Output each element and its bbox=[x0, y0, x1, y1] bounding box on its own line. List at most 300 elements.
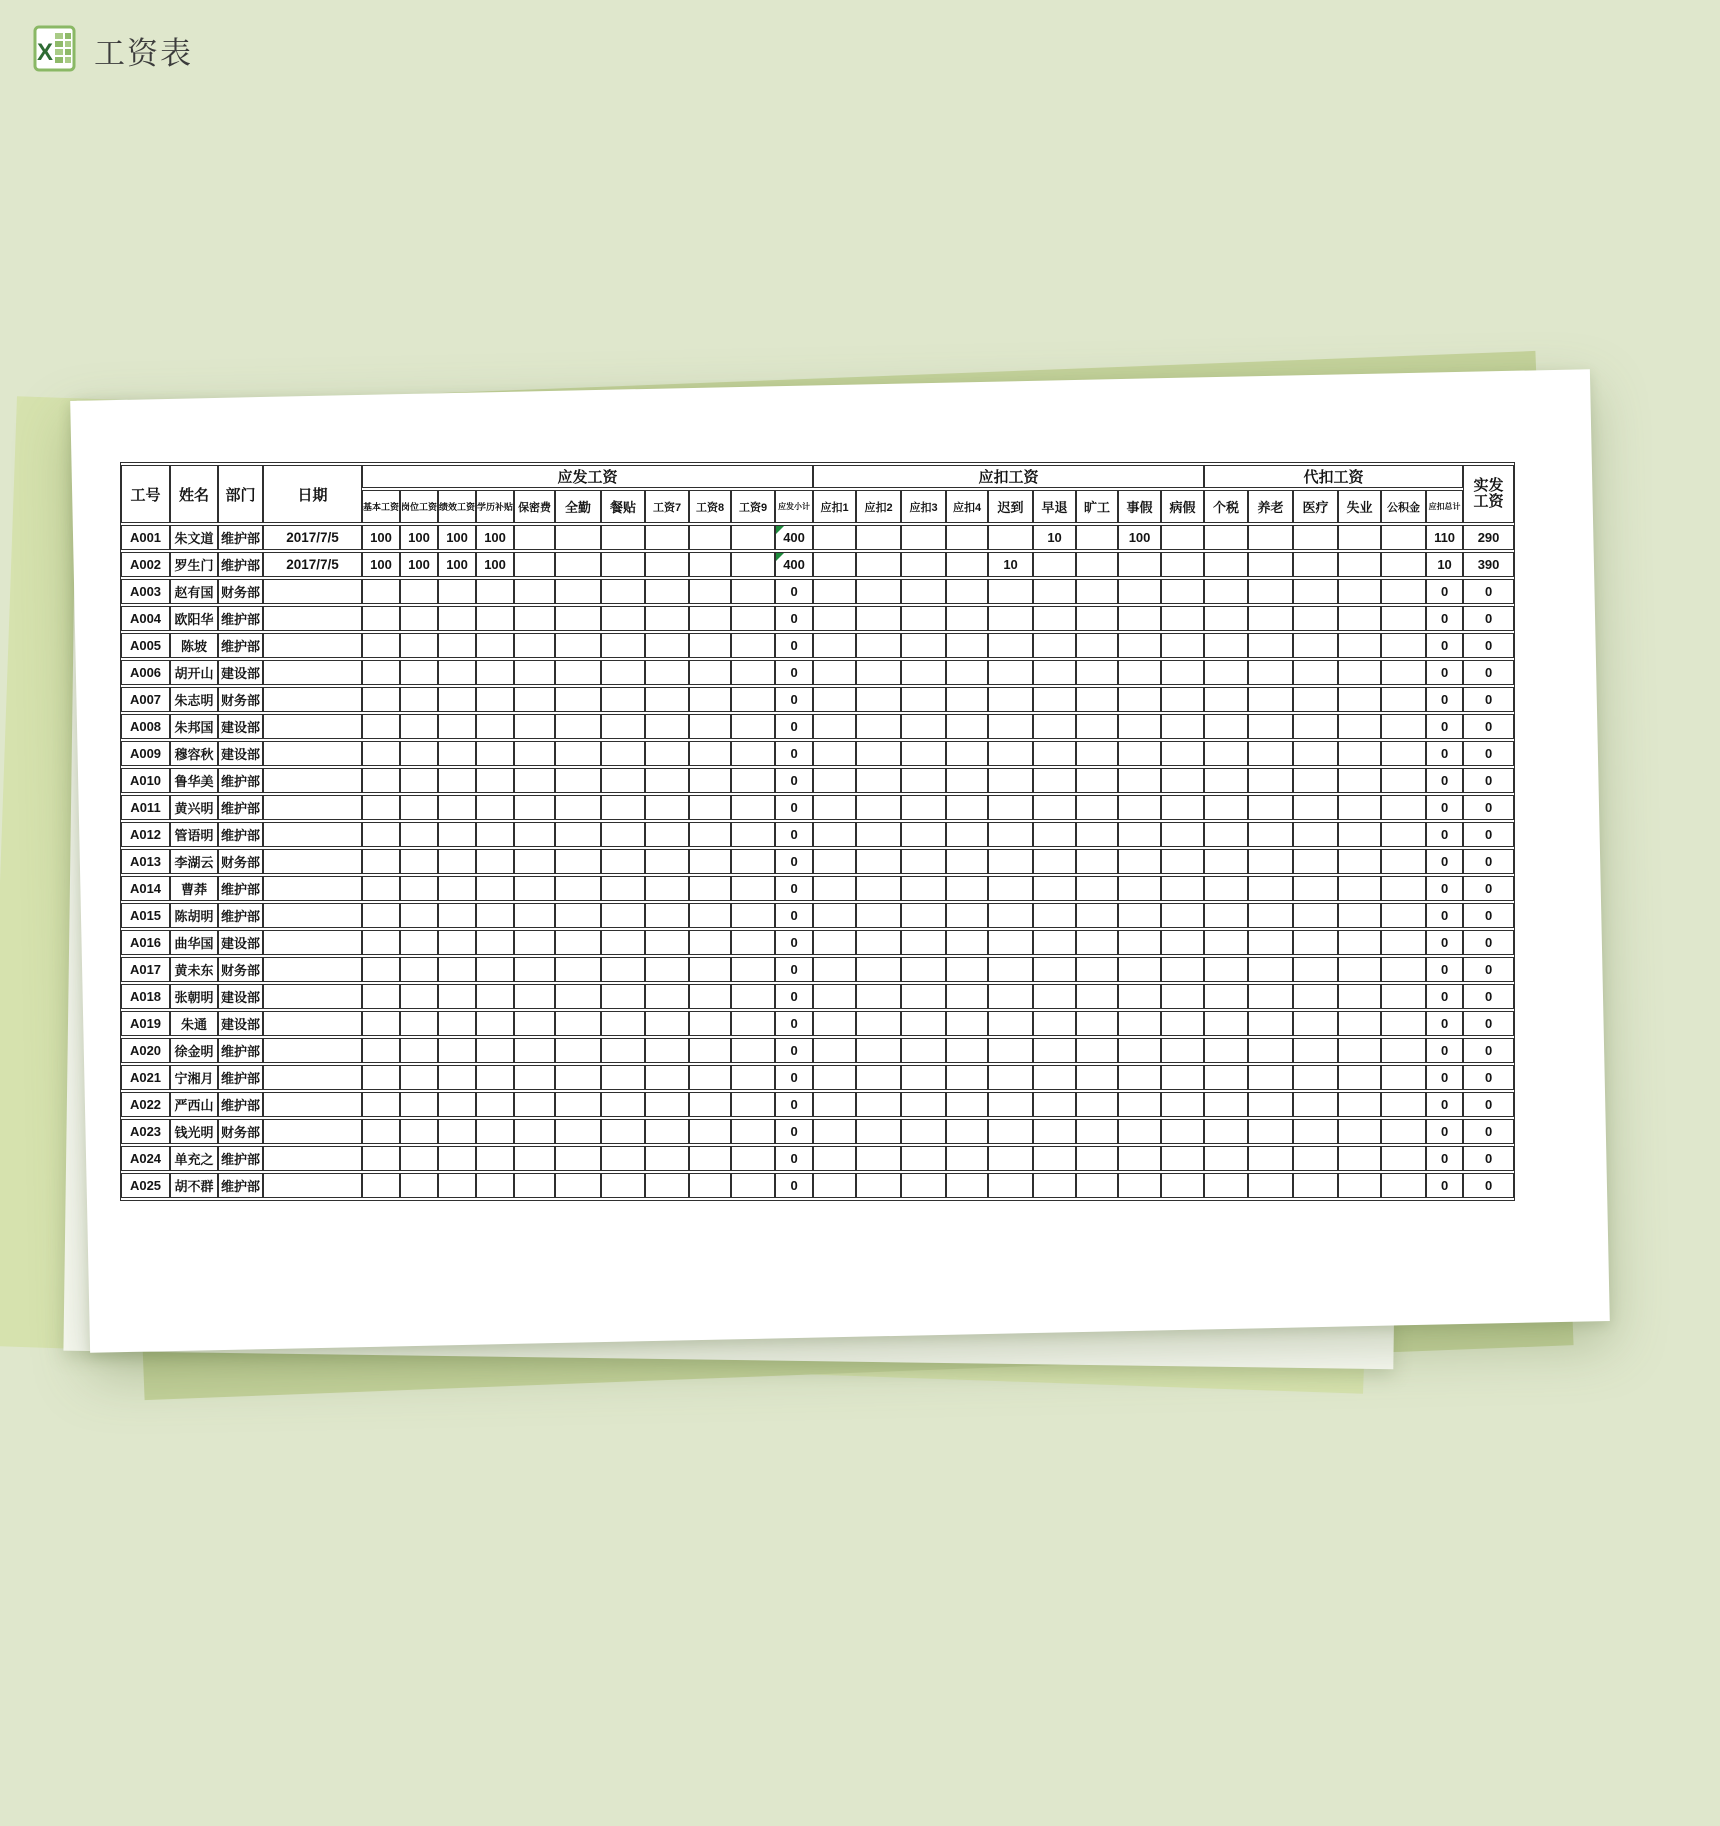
table-cell bbox=[1118, 687, 1161, 712]
table-cell bbox=[1033, 876, 1076, 901]
table-cell: 0 bbox=[1463, 984, 1514, 1009]
table-cell bbox=[988, 1119, 1033, 1144]
table-cell bbox=[1248, 957, 1293, 982]
table-cell bbox=[731, 714, 775, 739]
table-cell bbox=[438, 1038, 476, 1063]
table-cell bbox=[946, 687, 988, 712]
table-cell bbox=[514, 714, 555, 739]
table-cell bbox=[1161, 1038, 1204, 1063]
cell-department: 财务部 bbox=[218, 687, 263, 712]
table-cell bbox=[400, 930, 438, 955]
table-cell bbox=[856, 741, 901, 766]
column-header: 早退 bbox=[1033, 490, 1076, 523]
table-cell bbox=[1076, 1011, 1118, 1036]
table-cell bbox=[1381, 660, 1426, 685]
cell-date bbox=[263, 795, 362, 820]
table-cell bbox=[1161, 1011, 1204, 1036]
table-cell bbox=[731, 1065, 775, 1090]
table-cell bbox=[645, 1011, 689, 1036]
table-cell bbox=[731, 606, 775, 631]
cell-name: 李湖云 bbox=[170, 849, 218, 874]
table-cell bbox=[514, 633, 555, 658]
table-cell bbox=[1161, 984, 1204, 1009]
table-row bbox=[121, 1173, 1514, 1198]
table-cell bbox=[946, 741, 988, 766]
table-cell bbox=[1118, 822, 1161, 847]
table-cell: 100 bbox=[362, 525, 400, 550]
table-cell bbox=[400, 714, 438, 739]
table-cell bbox=[813, 822, 856, 847]
table-cell bbox=[901, 984, 946, 1009]
table-cell bbox=[901, 1011, 946, 1036]
cell-employee-id: A014 bbox=[121, 876, 170, 901]
table-cell bbox=[645, 1173, 689, 1198]
table-cell bbox=[1204, 1119, 1248, 1144]
table-cell bbox=[1248, 849, 1293, 874]
table-cell bbox=[514, 930, 555, 955]
table-cell bbox=[731, 660, 775, 685]
table-cell bbox=[731, 1146, 775, 1171]
table-cell bbox=[1033, 552, 1076, 577]
column-header: 应扣2 bbox=[856, 490, 901, 523]
table-cell bbox=[1076, 957, 1118, 982]
table-cell bbox=[988, 1092, 1033, 1117]
cell-department: 建设部 bbox=[218, 741, 263, 766]
table-cell bbox=[689, 606, 731, 631]
table-cell bbox=[731, 957, 775, 982]
table-cell: 0 bbox=[1426, 1011, 1463, 1036]
table-cell: 0 bbox=[775, 930, 813, 955]
cell-name: 朱通 bbox=[170, 1011, 218, 1036]
table-cell bbox=[1381, 552, 1426, 577]
table-cell bbox=[1076, 1146, 1118, 1171]
table-cell bbox=[1033, 687, 1076, 712]
table-cell bbox=[476, 957, 514, 982]
table-cell bbox=[946, 1173, 988, 1198]
table-cell bbox=[1248, 1119, 1293, 1144]
column-header: 餐贴 bbox=[601, 490, 645, 523]
table-cell bbox=[400, 822, 438, 847]
cell-employee-id: A024 bbox=[121, 1146, 170, 1171]
table-row bbox=[121, 1038, 1514, 1063]
table-cell bbox=[731, 984, 775, 1009]
table-cell bbox=[1076, 795, 1118, 820]
cell-department: 维护部 bbox=[218, 606, 263, 631]
table-cell bbox=[856, 633, 901, 658]
table-cell: 0 bbox=[775, 1011, 813, 1036]
table-cell bbox=[1118, 768, 1161, 793]
table-cell bbox=[555, 1173, 601, 1198]
table-cell: 0 bbox=[1426, 930, 1463, 955]
table-cell bbox=[555, 984, 601, 1009]
table-cell: 0 bbox=[1426, 795, 1463, 820]
cell-date bbox=[263, 1146, 362, 1171]
table-cell: 0 bbox=[1426, 1119, 1463, 1144]
table-cell bbox=[946, 984, 988, 1009]
cell-employee-id: A009 bbox=[121, 741, 170, 766]
table-cell bbox=[813, 1119, 856, 1144]
table-cell bbox=[645, 930, 689, 955]
table-cell bbox=[476, 984, 514, 1009]
table-cell bbox=[1293, 1119, 1338, 1144]
cell-date bbox=[263, 957, 362, 982]
table-cell bbox=[476, 741, 514, 766]
table-cell bbox=[1338, 714, 1381, 739]
table-cell bbox=[1248, 1065, 1293, 1090]
table-cell bbox=[813, 660, 856, 685]
table-cell bbox=[1293, 660, 1338, 685]
table-cell bbox=[946, 1092, 988, 1117]
table-cell bbox=[438, 687, 476, 712]
table-cell bbox=[362, 579, 400, 604]
table-cell bbox=[1338, 606, 1381, 631]
table-row bbox=[121, 525, 1514, 550]
table-cell bbox=[514, 1173, 555, 1198]
table-cell bbox=[1118, 633, 1161, 658]
table-cell bbox=[988, 633, 1033, 658]
table-cell bbox=[1118, 1092, 1161, 1117]
table-cell bbox=[856, 876, 901, 901]
table-cell bbox=[1118, 1065, 1161, 1090]
table-cell bbox=[476, 1173, 514, 1198]
table-cell bbox=[438, 930, 476, 955]
table-cell bbox=[689, 1173, 731, 1198]
table-cell: 0 bbox=[775, 876, 813, 901]
column-header: 保密费 bbox=[514, 490, 555, 523]
table-cell bbox=[946, 1146, 988, 1171]
table-cell bbox=[438, 1146, 476, 1171]
cell-department: 维护部 bbox=[218, 633, 263, 658]
table-cell bbox=[601, 714, 645, 739]
table-cell bbox=[400, 660, 438, 685]
table-cell bbox=[731, 1038, 775, 1063]
table-cell bbox=[438, 714, 476, 739]
cell-date bbox=[263, 714, 362, 739]
cell-date: 2017/7/5 bbox=[263, 552, 362, 577]
table-cell bbox=[988, 903, 1033, 928]
table-cell bbox=[1076, 768, 1118, 793]
table-cell bbox=[946, 795, 988, 820]
table-cell bbox=[856, 1092, 901, 1117]
table-cell bbox=[645, 903, 689, 928]
table-cell bbox=[1161, 1119, 1204, 1144]
table-cell bbox=[689, 579, 731, 604]
table-cell bbox=[1118, 1146, 1161, 1171]
table-cell bbox=[1381, 1146, 1426, 1171]
table-cell bbox=[1118, 1119, 1161, 1144]
table-cell bbox=[514, 1011, 555, 1036]
table-cell bbox=[362, 633, 400, 658]
table-cell bbox=[601, 1092, 645, 1117]
table-cell bbox=[476, 1065, 514, 1090]
table-row bbox=[121, 876, 1514, 901]
table-cell bbox=[1033, 1146, 1076, 1171]
table-cell bbox=[555, 525, 601, 550]
table-cell bbox=[645, 714, 689, 739]
table-cell bbox=[1118, 903, 1161, 928]
table-cell: 0 bbox=[1463, 741, 1514, 766]
cell-name: 单充之 bbox=[170, 1146, 218, 1171]
table-cell bbox=[1076, 1065, 1118, 1090]
table-cell bbox=[1033, 714, 1076, 739]
cell-date bbox=[263, 660, 362, 685]
table-cell bbox=[476, 930, 514, 955]
table-cell bbox=[689, 957, 731, 982]
table-cell bbox=[1033, 768, 1076, 793]
table-cell bbox=[1204, 1092, 1248, 1117]
table-cell: 0 bbox=[775, 768, 813, 793]
table-cell bbox=[438, 903, 476, 928]
table-cell bbox=[731, 822, 775, 847]
table-cell bbox=[1381, 1119, 1426, 1144]
cell-employee-id: A017 bbox=[121, 957, 170, 982]
table-cell bbox=[813, 849, 856, 874]
table-cell bbox=[689, 984, 731, 1009]
table-cell bbox=[438, 768, 476, 793]
table-cell bbox=[731, 552, 775, 577]
table-cell bbox=[1204, 660, 1248, 685]
table-cell bbox=[988, 876, 1033, 901]
table-cell bbox=[1338, 1146, 1381, 1171]
column-header: 个税 bbox=[1204, 490, 1248, 523]
table-cell bbox=[856, 849, 901, 874]
table-cell bbox=[1161, 822, 1204, 847]
table-cell bbox=[362, 1065, 400, 1090]
table-cell bbox=[601, 552, 645, 577]
table-cell bbox=[731, 1119, 775, 1144]
table-cell bbox=[689, 1146, 731, 1171]
table-cell: 390 bbox=[1463, 552, 1514, 577]
table-cell bbox=[1338, 1038, 1381, 1063]
table-cell bbox=[476, 1038, 514, 1063]
table-cell bbox=[1076, 714, 1118, 739]
table-cell bbox=[400, 984, 438, 1009]
table-cell bbox=[1033, 984, 1076, 1009]
table-cell bbox=[1076, 876, 1118, 901]
table-cell bbox=[731, 741, 775, 766]
table-cell: 0 bbox=[1463, 1173, 1514, 1198]
table-cell bbox=[514, 768, 555, 793]
cell-employee-id: A011 bbox=[121, 795, 170, 820]
table-cell bbox=[1161, 768, 1204, 793]
table-row bbox=[121, 984, 1514, 1009]
column-header: 工资9 bbox=[731, 490, 775, 523]
table-cell bbox=[988, 660, 1033, 685]
table-cell bbox=[1338, 984, 1381, 1009]
table-cell bbox=[689, 822, 731, 847]
table-cell bbox=[601, 687, 645, 712]
table-cell bbox=[400, 1038, 438, 1063]
table-cell: 0 bbox=[775, 633, 813, 658]
table-cell bbox=[946, 1038, 988, 1063]
table-cell bbox=[856, 714, 901, 739]
table-cell bbox=[1161, 957, 1204, 982]
table-cell bbox=[555, 957, 601, 982]
table-cell bbox=[901, 822, 946, 847]
table-cell bbox=[362, 1092, 400, 1117]
table-cell bbox=[1161, 1173, 1204, 1198]
table-cell bbox=[1161, 1092, 1204, 1117]
table-cell bbox=[1076, 687, 1118, 712]
table-cell bbox=[901, 741, 946, 766]
table-cell bbox=[689, 687, 731, 712]
table-cell bbox=[946, 525, 988, 550]
table-cell: 0 bbox=[1426, 1092, 1463, 1117]
table-cell bbox=[1076, 984, 1118, 1009]
table-cell bbox=[400, 1119, 438, 1144]
table-cell bbox=[988, 606, 1033, 631]
table-cell bbox=[1118, 552, 1161, 577]
table-cell bbox=[1338, 687, 1381, 712]
table-cell bbox=[438, 1065, 476, 1090]
table-cell bbox=[1293, 606, 1338, 631]
table-cell bbox=[813, 687, 856, 712]
table-cell bbox=[601, 795, 645, 820]
page-title: 工资表 bbox=[94, 36, 193, 71]
table-cell bbox=[362, 1038, 400, 1063]
table-cell bbox=[1338, 633, 1381, 658]
table-cell bbox=[645, 795, 689, 820]
column-header: 应发小计 bbox=[775, 490, 813, 523]
table-cell bbox=[476, 579, 514, 604]
table-cell bbox=[731, 579, 775, 604]
table-cell bbox=[1293, 849, 1338, 874]
table-cell bbox=[946, 849, 988, 874]
table-row bbox=[121, 768, 1514, 793]
table-cell bbox=[1381, 984, 1426, 1009]
table-cell bbox=[1076, 1038, 1118, 1063]
cell-name: 黄兴明 bbox=[170, 795, 218, 820]
table-cell bbox=[901, 1119, 946, 1144]
table-cell bbox=[689, 714, 731, 739]
table-cell: 0 bbox=[775, 1065, 813, 1090]
table-cell bbox=[1248, 714, 1293, 739]
table-cell bbox=[362, 930, 400, 955]
table-cell bbox=[601, 579, 645, 604]
table-cell bbox=[1033, 741, 1076, 766]
table-cell bbox=[514, 1092, 555, 1117]
cell-name: 严西山 bbox=[170, 1092, 218, 1117]
table-cell bbox=[1076, 849, 1118, 874]
table-cell bbox=[601, 903, 645, 928]
table-cell bbox=[988, 1038, 1033, 1063]
table-cell bbox=[813, 525, 856, 550]
table-cell bbox=[555, 849, 601, 874]
table-cell bbox=[1248, 1011, 1293, 1036]
table-cell bbox=[1161, 741, 1204, 766]
cell-department: 维护部 bbox=[218, 552, 263, 577]
table-cell: 290 bbox=[1463, 525, 1514, 550]
table-cell: 400 bbox=[775, 525, 813, 550]
table-cell bbox=[689, 1038, 731, 1063]
table-cell: 100 bbox=[362, 552, 400, 577]
table-cell bbox=[1118, 660, 1161, 685]
table-cell bbox=[1204, 552, 1248, 577]
table-cell bbox=[689, 849, 731, 874]
table-cell bbox=[856, 1065, 901, 1090]
table-cell bbox=[988, 984, 1033, 1009]
table-cell bbox=[362, 957, 400, 982]
table-cell bbox=[1293, 1065, 1338, 1090]
table-cell bbox=[1204, 795, 1248, 820]
table-cell bbox=[1248, 768, 1293, 793]
table-cell bbox=[1381, 795, 1426, 820]
table-cell bbox=[1381, 1065, 1426, 1090]
cell-employee-id: A023 bbox=[121, 1119, 170, 1144]
table-cell bbox=[1381, 714, 1426, 739]
table-row bbox=[121, 1092, 1514, 1117]
table-cell bbox=[400, 768, 438, 793]
table-cell bbox=[946, 957, 988, 982]
cell-name: 徐金明 bbox=[170, 1038, 218, 1063]
table-cell: 0 bbox=[1463, 795, 1514, 820]
table-cell bbox=[856, 687, 901, 712]
cell-department: 维护部 bbox=[218, 1038, 263, 1063]
table-cell bbox=[1248, 903, 1293, 928]
salary-table bbox=[120, 462, 1515, 1201]
table-cell: 0 bbox=[1463, 903, 1514, 928]
table-cell bbox=[731, 633, 775, 658]
table-cell bbox=[1338, 1173, 1381, 1198]
table-cell bbox=[362, 984, 400, 1009]
table-cell bbox=[555, 1011, 601, 1036]
cell-employee-id: A004 bbox=[121, 606, 170, 631]
table-cell bbox=[645, 1092, 689, 1117]
table-cell bbox=[645, 606, 689, 631]
table-cell: 10 bbox=[1033, 525, 1076, 550]
table-cell bbox=[400, 795, 438, 820]
cell-employee-id: A025 bbox=[121, 1173, 170, 1198]
table-cell bbox=[1338, 579, 1381, 604]
table-cell bbox=[601, 930, 645, 955]
cell-department: 建设部 bbox=[218, 930, 263, 955]
column-header: 应扣3 bbox=[901, 490, 946, 523]
table-cell bbox=[1204, 768, 1248, 793]
table-cell bbox=[946, 930, 988, 955]
table-cell bbox=[946, 1119, 988, 1144]
table-cell bbox=[601, 741, 645, 766]
table-row bbox=[121, 1119, 1514, 1144]
table-cell bbox=[1033, 606, 1076, 631]
table-cell bbox=[601, 1038, 645, 1063]
table-cell bbox=[1204, 1065, 1248, 1090]
table-cell bbox=[988, 822, 1033, 847]
table-cell bbox=[689, 525, 731, 550]
cell-employee-id: A021 bbox=[121, 1065, 170, 1090]
table-row bbox=[121, 552, 1514, 577]
cell-employee-id: A015 bbox=[121, 903, 170, 928]
table-cell bbox=[988, 930, 1033, 955]
table-cell bbox=[1381, 930, 1426, 955]
cell-name: 罗生门 bbox=[170, 552, 218, 577]
page-header bbox=[28, 22, 193, 79]
table-cell bbox=[645, 984, 689, 1009]
cell-employee-id: A008 bbox=[121, 714, 170, 739]
table-cell: 0 bbox=[775, 579, 813, 604]
table-cell bbox=[856, 606, 901, 631]
table-cell bbox=[689, 876, 731, 901]
cell-department: 建设部 bbox=[218, 1011, 263, 1036]
table-cell bbox=[362, 849, 400, 874]
table-cell bbox=[689, 1011, 731, 1036]
table-cell: 100 bbox=[400, 552, 438, 577]
table-cell bbox=[645, 957, 689, 982]
cell-department: 财务部 bbox=[218, 957, 263, 982]
table-cell bbox=[555, 660, 601, 685]
table-cell bbox=[1033, 795, 1076, 820]
table-cell bbox=[362, 1146, 400, 1171]
table-cell bbox=[645, 525, 689, 550]
